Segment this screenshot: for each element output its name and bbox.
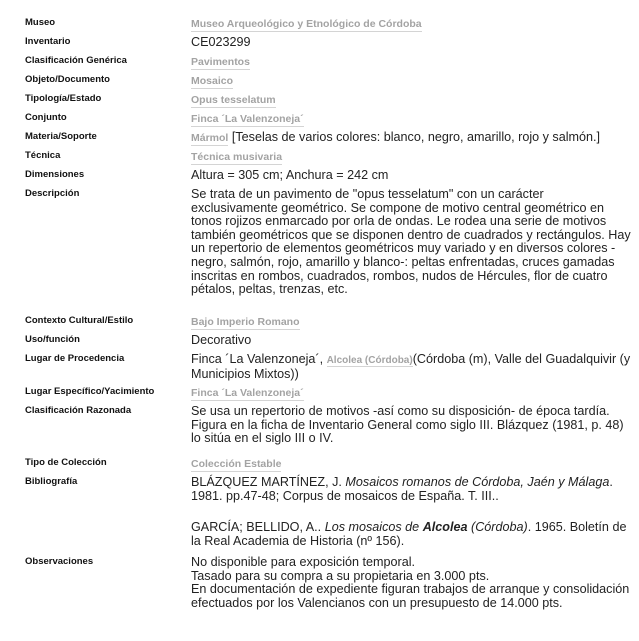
value-conjunto	[191, 112, 631, 127]
label-objeto: Objeto/Documento	[25, 74, 110, 85]
label-observaciones: Observaciones	[25, 556, 94, 567]
value-clasificacion	[191, 55, 631, 70]
label-conjunto: Conjunto	[25, 112, 67, 123]
observation-line: Tasado para su compra a su propietaria en 3.000 pts.	[191, 568, 490, 583]
link-tipologia[interactable]: Opus tesselatum	[191, 94, 276, 106]
label-tecnica: Técnica	[25, 150, 61, 161]
link-objeto[interactable]: Mosaico	[191, 75, 234, 87]
biblio2-rest: . 1965. Boletín de la Real Academia de Historia (nº 156).	[191, 520, 627, 548]
bibliography-entry	[191, 476, 631, 503]
link-lugar-especifico[interactable]: Finca ´La Valenzoneja´	[191, 387, 304, 399]
lugar-procedencia-text-a: Finca ´La Valenzoneja´,	[191, 352, 327, 366]
label-lugar-procedencia: Lugar de Procedencia	[25, 353, 125, 364]
label-museo: Museo	[25, 17, 56, 28]
value-observaciones	[191, 556, 631, 610]
label-dimensiones: Dimensiones	[25, 169, 85, 180]
label-uso: Uso/función	[25, 334, 80, 345]
value-tipo-coleccion	[191, 457, 631, 472]
value-tipologia	[191, 93, 631, 108]
label-descripcion: Descripción	[25, 188, 80, 199]
value-museo	[191, 17, 631, 32]
biblio1-title: Mosaicos romanos de Córdoba, Jaén y Málaga	[345, 475, 610, 489]
label-clasificacion-razonada: Clasificación Razonada	[25, 405, 132, 416]
link-alcolea[interactable]: Alcolea (Córdoba)	[326, 355, 413, 366]
label-bibliografia: Bibliografía	[25, 476, 78, 487]
value-descripcion: Se trata de un pavimento de "opus tesselatum" con un carácter exclusivamente geométrico. Se compone de motivo central geométrico en tonos rojizos enmarcado por orla de ondas. Le rodea una serie de motivos también geométricos que se disponen dentro de cuadrados y rectángulos. Hay un repertorio de elementos geométricos muy variado y en diversos colores -negro, salmón, rojo, amarillo y blanco-: peltas enfrentadas, cruces gamadas inscritas en rombos, cuadrados, rombos, nudos de Hércules, flor de cuatro pétalos, peltas, trenzas, etc.	[191, 187, 631, 297]
value-contexto	[191, 315, 631, 330]
label-inventario: Inventario	[25, 36, 71, 47]
biblio2-title-a: Los mosaicos de	[324, 520, 423, 535]
biblio2-author: GARCÍA; BELLIDO, A..	[191, 520, 325, 535]
link-materia[interactable]: Mármol	[191, 132, 229, 144]
link-conjunto[interactable]: Finca ´La Valenzoneja´	[191, 113, 304, 125]
value-lugar-procedencia	[191, 353, 631, 381]
materia-text: [Teselas de varios colores: blanco, negro, amarillo, rojo y salmón.]	[228, 130, 601, 144]
label-materia: Materia/Soporte	[25, 131, 97, 142]
link-tipo-coleccion[interactable]: Colección Estable	[191, 458, 282, 470]
label-tipologia: Tipología/Estado	[25, 93, 102, 104]
bibliography-entry	[191, 521, 631, 548]
observation-line: En documentación de expediente figuran trabajos de arranque y consolidación efectuados por los Valencianos con un presupuesto de 14.000 pts.	[191, 582, 630, 610]
biblio1-author: BLÁZQUEZ MARTÍNEZ, J.	[191, 475, 346, 489]
link-contexto[interactable]: Bajo Imperio Romano	[191, 316, 300, 328]
value-lugar-especifico	[191, 386, 631, 401]
link-museo[interactable]: Museo Arqueológico y Etnológico de Córdoba	[191, 18, 422, 30]
link-clasificacion[interactable]: Pavimentos	[191, 56, 250, 68]
biblio2-title-c: (Córdoba)	[467, 520, 528, 535]
biblio2-title-b: Alcolea	[422, 520, 468, 535]
value-uso: Decorativo	[191, 333, 252, 347]
value-dimensiones: Altura = 305 cm; Anchura = 242 cm	[191, 168, 389, 182]
link-tecnica[interactable]: Técnica musivaria	[191, 151, 283, 163]
value-clasificacion-razonada: Se usa un repertorio de motivos -así como su disposición- de época tardía. Figura en la ficha de Inventario General como siglo III. Blázquez (1981, p. 48) lo sitúa en el siglo III o IV.	[191, 404, 624, 446]
label-contexto: Contexto Cultural/Estilo	[25, 315, 134, 326]
label-tipo-coleccion: Tipo de Colección	[25, 457, 107, 468]
observation-line: No disponible para exposición temporal.	[191, 555, 416, 569]
value-tecnica	[191, 150, 631, 165]
value-bibliografia	[191, 476, 631, 548]
lugar-procedencia-text-b: (Córdoba (m), Valle del Guadalquivir (y Municipios Mixtos))	[191, 352, 631, 381]
biblio1-rest: . 1981. pp.47-48; Corpus de mosaicos de España. T. III..	[191, 475, 613, 503]
label-lugar-especifico: Lugar Específico/Yacimiento	[25, 386, 155, 397]
label-clasificacion: Clasificación Genérica	[25, 55, 127, 66]
value-objeto	[191, 74, 631, 89]
value-inventario: CE023299	[191, 35, 251, 49]
value-materia	[191, 131, 631, 146]
